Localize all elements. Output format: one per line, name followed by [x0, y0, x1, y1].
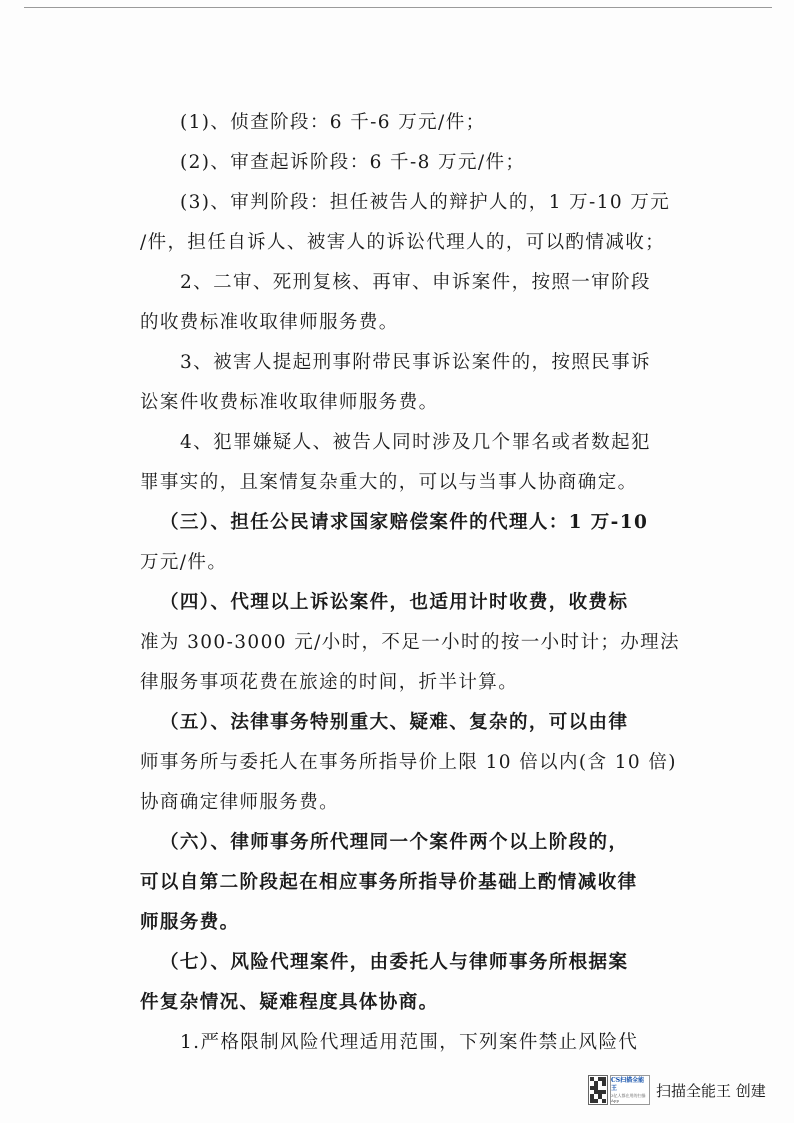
document-line: 准为 300-3000 元/小时，不足一小时的按一小时计；办理法	[140, 632, 680, 653]
document-line: 讼案件收费标准收取律师服务费。	[140, 392, 439, 413]
document-line: 可以自第二阶段起在相应事务所指导价基础上酌情减收律	[140, 872, 638, 893]
document-line: 1.严格限制风险代理适用范围，下列案件禁止风险代	[180, 1032, 639, 1053]
scanner-watermark	[588, 1075, 766, 1105]
document-line: （三）、担任公民请求国家赔偿案件的代理人：1 万-10	[160, 512, 649, 533]
document-line: /件，担任自诉人、被害人的诉讼代理人的，可以酌情减收；	[140, 232, 666, 253]
document-line: 万元/件。	[140, 552, 228, 573]
document-line: 师事务所与委托人在事务所指导价上限 10 倍以内(含 10 倍)	[140, 752, 677, 773]
document-line: 2、二审、死刑复核、再审、申诉案件，按照一审阶段	[180, 272, 651, 293]
document-line: （七）、风险代理案件，由委托人与律师事务所根据案	[160, 952, 629, 973]
scanner-logo	[610, 1075, 650, 1105]
document-line: 师服务费。	[140, 912, 240, 933]
document-line: 律服务事项花费在旅途的时间，折半计算。	[140, 672, 519, 693]
document-line: 协商确定律师服务费。	[140, 792, 340, 813]
document-line: (2)、审查起诉阶段：6 千-8 万元/件；	[180, 152, 526, 173]
document-line: (3)、审判阶段：担任被告人的辩护人的，1 万-10 万元	[180, 192, 671, 213]
document-line: （四）、代理以上诉讼案件，也适用计时收费，收费标	[160, 592, 629, 613]
document-body	[140, 103, 680, 1063]
document-line: （六）、律师事务所代理同一个案件两个以上阶段的，	[160, 832, 629, 853]
watermark-text: 扫描全能王 创建	[656, 1081, 766, 1100]
document-line: 的收费标准收取律师服务费。	[140, 312, 399, 333]
document-line: (1)、侦查阶段：6 千-6 万元/件；	[180, 112, 486, 133]
document-line: 件复杂情况、疑难程度具体协商。	[140, 992, 439, 1013]
document-line: 罪事实的，且案情复杂重大的，可以与当事人协商确定。	[140, 472, 638, 493]
scanner-logo-title: CS扫描全能王	[611, 1077, 645, 1092]
document-line: （五）、法律事务特别重大、疑难、复杂的，可以由律	[160, 712, 629, 733]
scanner-logo-subtitle: 3亿人都在用的扫描App	[611, 1093, 646, 1103]
document-line: 4、犯罪嫌疑人、被告人同时涉及几个罪名或者数起犯	[180, 432, 651, 453]
qr-code-icon	[588, 1075, 608, 1105]
page-top-rule	[24, 7, 772, 8]
document-line: 3、被害人提起刑事附带民事诉讼案件的，按照民事诉	[180, 352, 651, 373]
